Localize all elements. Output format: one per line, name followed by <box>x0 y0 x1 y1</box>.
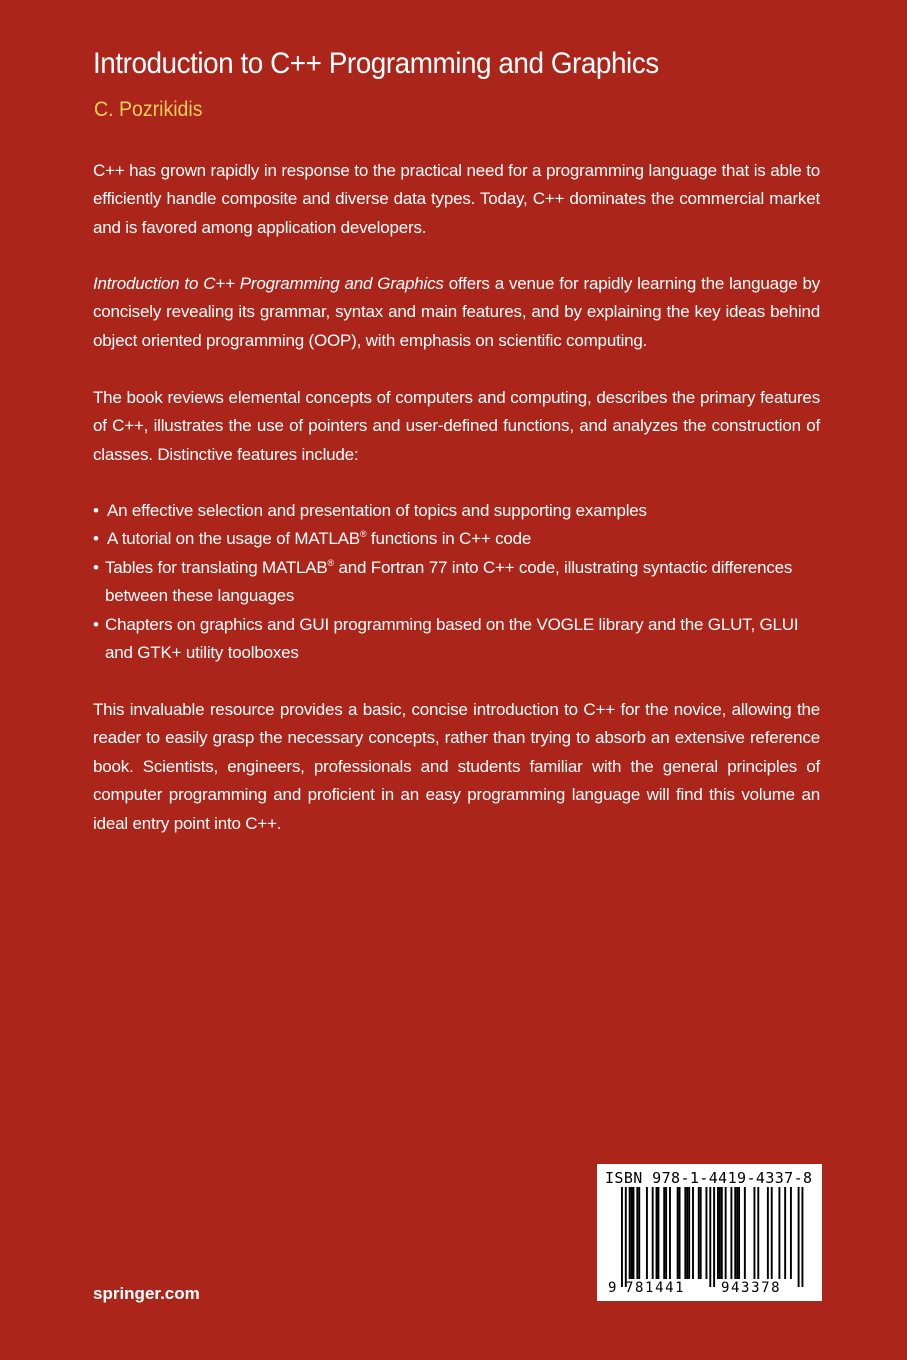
description-paragraph-2-text: offers a venue for rapidly learning the language by concisely revealing its grammar, syntax and main features, and by explaining the key ideas behind object oriented programming (OOP), with emphasis on scientific computing. <box>93 274 820 350</box>
barcode-bar <box>631 1187 633 1279</box>
barcode-bar <box>686 1187 688 1279</box>
barcode-guard-bar <box>801 1187 803 1287</box>
book-title-italic: Introduction to C++ Programming and Graphics <box>93 274 444 293</box>
isbn-label: ISBN 978-1-4419-4337-8 <box>605 1169 813 1187</box>
barcode-bar <box>771 1187 773 1279</box>
barcode-bar <box>698 1187 700 1279</box>
barcode-bar <box>656 1187 658 1279</box>
feature-text: Tables for translating MATLAB <box>105 557 328 577</box>
barcode-bar <box>736 1187 738 1279</box>
features-list <box>93 497 820 667</box>
barcode-bar <box>652 1187 654 1279</box>
feature-item <box>93 554 820 611</box>
barcode-digit-first: 9 <box>608 1280 617 1296</box>
description-paragraph-3: The book reviews elemental concepts of computers and computing, describes the primary features of C++, illustrates the use of pointers and user-defined functions, and analyzes the construction of classes. Distinctive features include: <box>93 388 820 464</box>
barcode-bar <box>778 1187 780 1279</box>
barcode-bar <box>629 1187 631 1279</box>
barcode-bar <box>636 1187 638 1279</box>
feature-text: A tutorial on the usage of MATLAB <box>107 529 360 549</box>
barcode-bar <box>700 1187 702 1279</box>
barcode-bar <box>646 1187 648 1279</box>
registered-mark: ® <box>327 557 334 568</box>
feature-text-continued: functions in C++ code <box>366 529 532 549</box>
feature-text-continued: and Fortran 77 into C++ code, illustrating syntactic differences between these languages <box>105 557 793 606</box>
barcode-guard-bar <box>625 1187 627 1287</box>
barcode-bar <box>633 1187 635 1279</box>
feature-item <box>93 497 820 525</box>
barcode-bar <box>734 1187 736 1279</box>
barcode-bar <box>744 1187 746 1279</box>
barcode-bar <box>638 1187 640 1279</box>
feature-item <box>93 611 820 668</box>
barcode-digits-right: 943378 <box>721 1280 782 1296</box>
barcode-guard-bar <box>709 1187 711 1287</box>
barcode-guard-bar <box>713 1187 715 1287</box>
description-paragraph-2 <box>93 270 820 355</box>
barcode-bar <box>692 1187 694 1279</box>
barcode-bar <box>663 1187 665 1279</box>
barcode-bar <box>753 1187 755 1279</box>
barcode-bar <box>657 1187 659 1279</box>
barcode-bar <box>717 1187 719 1279</box>
barcode-bar <box>665 1187 667 1279</box>
registered-mark: ® <box>359 529 367 540</box>
description-paragraph-4: This invaluable resource provides a basic, concise introduction to C++ for the novice, allowing the reader to easily grasp the necessary concepts, rather than trying to absorb an extensive reference book. Scientists, engineers, professionals and students familiar with the general principles of computer programming and proficient in an easy programming language will find this volume an ideal entry point into C++. <box>93 700 820 833</box>
barcode-bar <box>730 1187 732 1279</box>
book-author: C. Pozrikidis <box>94 98 203 121</box>
barcode-bar <box>790 1187 792 1279</box>
barcode-bar <box>688 1187 690 1279</box>
barcode-bar <box>669 1187 671 1279</box>
feature-text: An effective selection and presentation of topics and supporting examples <box>107 501 647 520</box>
isbn-barcode <box>597 1164 822 1301</box>
feature-text: Chapters on graphics and GUI programming based on the VOGLE library and the GLUT, GLUI and GTK+ utility toolboxes <box>105 614 799 663</box>
barcode-bar <box>757 1187 759 1279</box>
book-title: Introduction to C++ Programming and Graphics <box>93 47 659 80</box>
barcode-bar <box>684 1187 686 1279</box>
barcode-guard-bar <box>621 1187 623 1287</box>
feature-item <box>93 525 820 553</box>
barcode-guard-bar <box>798 1187 800 1287</box>
barcode-bar <box>679 1187 681 1279</box>
barcode-bar <box>738 1187 740 1279</box>
barcode-digits-left: 781441 <box>625 1280 686 1296</box>
barcode-bar <box>719 1187 721 1279</box>
barcode-bar <box>767 1187 769 1279</box>
barcode-bar <box>705 1187 707 1279</box>
barcode-bar <box>784 1187 786 1279</box>
description-paragraph-1: C++ has grown rapidly in response to the practical need for a programming language that is able to efficiently handle composite and diverse data types. Today, C++ dominates the commercial market and is favored among application developers. <box>93 161 820 237</box>
barcode-bar <box>725 1187 727 1279</box>
barcode-bar <box>721 1187 723 1279</box>
publisher-website: springer.com <box>93 1284 200 1303</box>
barcode-bar <box>677 1187 679 1279</box>
